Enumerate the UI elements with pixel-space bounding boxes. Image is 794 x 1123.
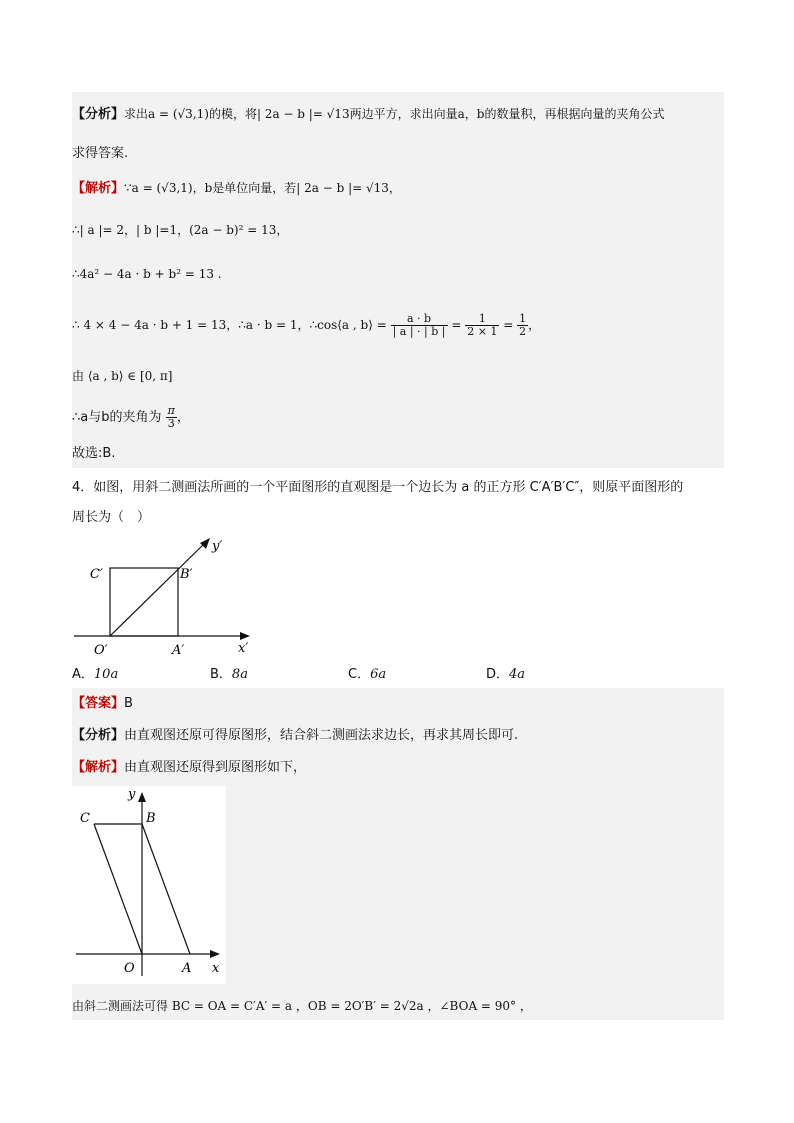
fraction-denominator: 3: [167, 417, 175, 430]
option-letter: D．: [486, 667, 510, 682]
figure-oblique-square: [66, 530, 266, 658]
analysis-label: 【分析】: [72, 728, 125, 743]
question-4-stem-1: 4．如图，用斜二测画法所画的一个平面图形的直观图是一个边长为 a 的正方形 C′A′B′C″，则原平面图形的: [72, 480, 684, 495]
solution-label: 【解析】: [72, 760, 125, 775]
fraction-numerator: 1: [519, 312, 527, 325]
x-axis-arrow: [240, 632, 250, 640]
cos-expression: ∴ 4 × 4 − 4a · b + 1 = 13，∴a · b = 1，∴cos⟨a , b⟩ =: [72, 318, 387, 332]
fraction-numerator: 1: [465, 313, 499, 326]
label-c: C: [80, 811, 90, 826]
fraction-one-over-two-times-one: [465, 313, 499, 338]
equals-sign: =: [503, 318, 514, 332]
label-y: y′: [212, 539, 223, 554]
solution-4-last-line: 由斜二测画法可得 BC = OA = C′A′ = a ，OB = 2O′B′ = 2√2a ，∠BOA = 90° ，: [72, 999, 532, 1013]
label-b: B′: [180, 567, 193, 582]
answer-value: B: [124, 696, 133, 711]
y-axis-arrow: [200, 538, 210, 549]
solution-1-line-3: ∴4a² − 4a · b + b² = 13 .: [72, 267, 222, 281]
option-value: 8a: [231, 667, 248, 682]
analysis-4-line: [72, 726, 518, 746]
question-4-stem-2: 周长为（ ）: [72, 510, 151, 525]
label-x: x′: [238, 641, 249, 656]
solution-1-line-2: ∴| a |= 2，| b |=1，(2a − b)² = 13，: [72, 223, 289, 237]
analysis-1-line-2: [72, 144, 128, 164]
option-letter: B．: [210, 667, 232, 682]
option-a[interactable]: [72, 663, 118, 682]
equals-sign: =: [451, 318, 462, 332]
label-a: A′: [172, 643, 185, 658]
analysis-text-2: 求得答案.: [72, 146, 129, 161]
comma: ，: [528, 318, 541, 332]
figure-original-parallelogram: [72, 786, 226, 984]
option-value: 4a: [509, 667, 526, 682]
solution-1-line-7: 故选:B.: [72, 446, 116, 461]
solution-4-line: [72, 758, 306, 778]
option-value: 6a: [370, 667, 387, 682]
option-d[interactable]: [486, 663, 525, 682]
fraction-numerator: π: [167, 404, 175, 417]
label-o: O: [124, 961, 135, 976]
y-axis: [110, 542, 206, 636]
analysis-1-line-1: [72, 104, 664, 125]
analysis-text-1: 求出a = (√3,1)的模，将| 2a − b |= √13两边平方，求出向量a，b的数量积，再根据向量的夹角公式: [124, 107, 665, 121]
analysis-text: 由直观图还原可得原图形，结合斜二测画法求边长，再求其周长即可.: [124, 728, 519, 743]
fraction-pi-over-three: [166, 405, 177, 430]
solution-text: 由直观图还原得到原图形如下，: [124, 760, 307, 775]
label-c: C′: [90, 567, 103, 582]
label-o: O′: [94, 643, 108, 658]
comma: ，: [176, 410, 190, 425]
option-letter: A．: [72, 667, 94, 682]
label-b: B: [146, 811, 156, 826]
option-b[interactable]: [210, 663, 248, 682]
solution-text-1: ∵a = (√3,1)，b是单位向量，若| 2a − b |= √13，: [124, 181, 401, 195]
fraction-denominator: | a | · | b |: [392, 325, 446, 338]
fraction-dot-over-norms: [391, 313, 448, 338]
solution-1-line-4: [72, 310, 540, 340]
label-a: A: [182, 961, 192, 976]
solution-label: 【解析】: [72, 181, 125, 196]
solution-1-line-5: 由 ⟨a , b⟩ ∈ [0, π]: [72, 369, 173, 383]
fraction-denominator: 2 × 1: [467, 325, 498, 338]
fraction-denominator: 2: [519, 325, 527, 338]
solution-1-line-6: [72, 404, 190, 432]
answer-4-line: [72, 694, 133, 714]
label-y: y: [128, 787, 136, 802]
fraction-one-half: [517, 313, 528, 338]
solution-1-line-1: [72, 178, 401, 199]
option-value: 10a: [93, 667, 119, 682]
option-c[interactable]: [348, 663, 386, 682]
analysis-label: 【分析】: [72, 107, 125, 122]
fraction-numerator: a · b: [391, 313, 448, 326]
answer-label: 【答案】: [72, 696, 125, 711]
angle-text: ∴a与b的夹角为: [72, 410, 162, 425]
option-letter: C．: [348, 667, 371, 682]
label-x: x: [212, 961, 220, 976]
